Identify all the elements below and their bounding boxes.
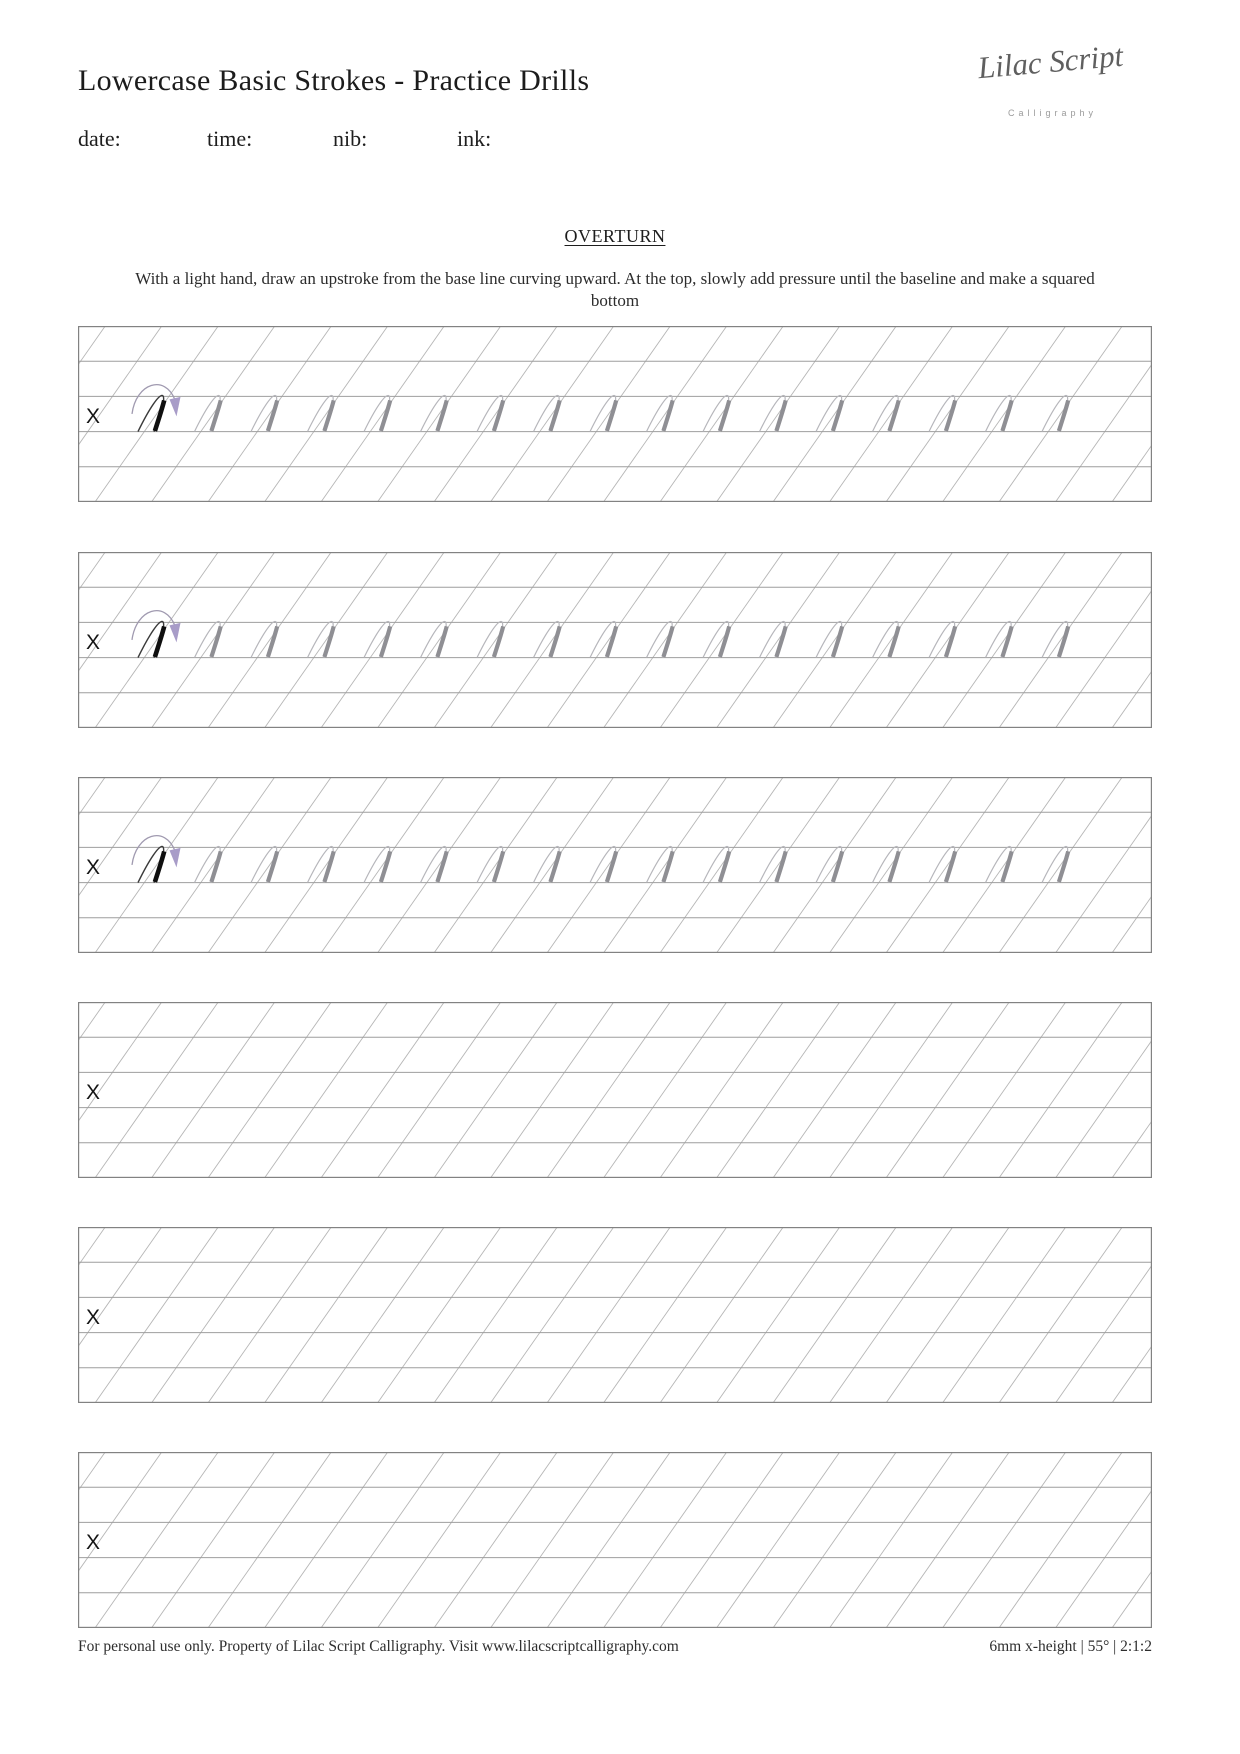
slant-guide-line — [208, 1452, 331, 1628]
overturn-example — [308, 395, 334, 431]
slant-guide-line — [208, 1227, 331, 1403]
overturn-example — [534, 621, 560, 657]
instructions-line-1: With a light hand, draw an upstroke from the base line curving upward. At the top, slowly add pressure until the baseline and make a squared — [135, 269, 1095, 288]
slant-guide-line — [152, 1002, 275, 1178]
slant-guide-line — [886, 1452, 1009, 1628]
slant-guide-line — [434, 1452, 557, 1628]
slant-guide-line — [943, 1002, 1066, 1178]
slant-guide-line — [660, 326, 783, 502]
slant-guide-line — [434, 552, 557, 728]
slant-guide-line — [773, 1002, 896, 1178]
slant-guide-line — [434, 777, 557, 953]
overturn-example — [760, 846, 786, 882]
practice-grid-2 — [78, 552, 1152, 728]
slant-guide-line — [491, 552, 614, 728]
overturn-example — [251, 846, 277, 882]
slant-guide-line — [208, 552, 331, 728]
slant-guide-line — [886, 1227, 1009, 1403]
slant-guide-line — [943, 777, 1066, 953]
x-height-marker: X — [86, 1081, 101, 1105]
slant-guide-line — [999, 1227, 1122, 1403]
overturn-example — [986, 846, 1012, 882]
slant-guide-line — [547, 552, 670, 728]
slant-guide-line — [321, 1002, 444, 1178]
overturn-example — [590, 846, 616, 882]
slant-guide-line — [434, 1002, 557, 1178]
slant-guide-line — [491, 326, 614, 502]
overturn-example — [873, 846, 899, 882]
slant-guide-line — [208, 1002, 331, 1178]
overturn-example — [308, 846, 334, 882]
slant-guide-line — [95, 1002, 218, 1178]
overturn-example — [534, 395, 560, 431]
slant-guide-line — [717, 552, 840, 728]
slant-guide-line — [265, 326, 388, 502]
overturn-example — [703, 621, 729, 657]
slant-guide-line — [547, 777, 670, 953]
slant-guide-line — [999, 777, 1122, 953]
x-height-marker: X — [86, 1531, 101, 1555]
slant-guide-line — [886, 326, 1009, 502]
stroke-direction-arrow — [132, 836, 175, 865]
overturn-example — [364, 846, 390, 882]
slant-guide-line — [321, 777, 444, 953]
overturn-example — [929, 846, 955, 882]
slant-guide-line — [773, 1452, 896, 1628]
slant-guide-line — [378, 1002, 501, 1178]
overturn-example — [873, 395, 899, 431]
overturn-example — [1042, 621, 1068, 657]
footer-usage-note: For personal use only. Property of Lilac Script Calligraphy. Visit www.lilacscriptcalligraphy.com — [78, 1638, 679, 1655]
slant-guide-line — [321, 1227, 444, 1403]
slant-guide-line — [1112, 777, 1152, 953]
slant-guide-line — [434, 326, 557, 502]
section-heading-overturn: OVERTURN — [564, 226, 666, 246]
time-field-label: time: — [207, 126, 253, 151]
overturn-example — [647, 395, 673, 431]
slant-guide-line — [999, 1002, 1122, 1178]
overturn-example — [986, 395, 1012, 431]
slant-guide-line — [321, 552, 444, 728]
slant-guide-line — [265, 1002, 388, 1178]
slant-guide-line — [717, 1452, 840, 1628]
overturn-example — [703, 846, 729, 882]
slant-guide-line — [660, 777, 783, 953]
slant-guide-line — [604, 326, 727, 502]
slant-guide-line — [717, 777, 840, 953]
practice-grid-4 — [78, 1002, 1152, 1178]
overturn-example — [1042, 395, 1068, 431]
overturn-example — [364, 395, 390, 431]
slant-guide-line — [773, 326, 896, 502]
slant-guide-line — [1112, 1002, 1152, 1178]
slant-guide-line — [604, 1452, 727, 1628]
slant-guide-line — [378, 1452, 501, 1628]
stroke-direction-arrowhead — [170, 397, 181, 417]
nib-field-label: nib: — [333, 126, 368, 151]
slant-guide-line — [943, 552, 1066, 728]
slant-guide-line — [95, 552, 218, 728]
overturn-example — [986, 621, 1012, 657]
x-height-marker: X — [86, 1306, 101, 1330]
slant-guide-line — [265, 552, 388, 728]
slant-guide-line — [152, 1227, 275, 1403]
slant-guide-line — [886, 1002, 1009, 1178]
slant-guide-line — [378, 326, 501, 502]
slant-guide-line — [660, 1452, 783, 1628]
overturn-example — [421, 621, 447, 657]
slant-guide-line — [717, 326, 840, 502]
slant-guide-line — [1112, 1452, 1152, 1628]
overturn-example — [816, 621, 842, 657]
slant-guide-line — [321, 326, 444, 502]
x-height-marker: X — [86, 631, 101, 655]
slant-guide-line — [830, 326, 953, 502]
slant-guide-line — [265, 1227, 388, 1403]
slant-guide-line — [604, 1002, 727, 1178]
slant-guide-line — [378, 1227, 501, 1403]
slant-guide-line — [547, 1227, 670, 1403]
practice-grid-6 — [78, 1452, 1152, 1628]
practice-grid-1 — [78, 326, 1152, 502]
overturn-example — [251, 395, 277, 431]
slant-guide-line — [208, 326, 331, 502]
slant-guide-line — [604, 552, 727, 728]
slant-guide-line — [321, 1452, 444, 1628]
practice-grid-3 — [78, 777, 1152, 953]
slant-guide-line — [152, 552, 275, 728]
footer-guide-specs: 6mm x-height | 55° | 2:1:2 — [989, 1638, 1152, 1655]
slant-guide-line — [1112, 552, 1152, 728]
overturn-example-model — [132, 385, 181, 432]
practice-grid-5 — [78, 1227, 1152, 1403]
instructions-line-2: bottom — [590, 291, 640, 310]
slant-guide-line — [95, 326, 218, 502]
slant-guide-line — [773, 1227, 896, 1403]
slant-guide-line — [265, 777, 388, 953]
stroke-direction-arrow — [132, 385, 175, 414]
overturn-example — [873, 621, 899, 657]
overturn-example — [703, 395, 729, 431]
overturn-example — [534, 846, 560, 882]
slant-guide-line — [604, 1227, 727, 1403]
slant-guide-line — [1112, 326, 1152, 502]
slant-guide-line — [1112, 1227, 1152, 1403]
slant-guide-line — [604, 777, 727, 953]
slant-guide-line — [886, 552, 1009, 728]
slant-guide-line — [999, 326, 1122, 502]
slant-guide-line — [378, 777, 501, 953]
slant-guide-line — [717, 1002, 840, 1178]
slant-guide-line — [547, 326, 670, 502]
slant-guide-line — [265, 1452, 388, 1628]
overturn-example — [477, 846, 503, 882]
slant-guide-line — [152, 1452, 275, 1628]
slant-guide-line — [830, 1002, 953, 1178]
slant-guide-line — [886, 777, 1009, 953]
overturn-example — [816, 846, 842, 882]
brand-logo-subtitle: Calligraphy — [1007, 108, 1098, 118]
overturn-example-model — [132, 836, 181, 883]
overturn-example — [816, 395, 842, 431]
slant-guide-line — [378, 552, 501, 728]
slant-guide-line — [660, 1002, 783, 1178]
ink-field-label: ink: — [457, 126, 492, 151]
slant-guide-line — [491, 1227, 614, 1403]
stroke-direction-arrowhead — [170, 848, 181, 868]
slant-guide-line — [943, 1227, 1066, 1403]
brand-logo-script: Lilac Script — [976, 37, 1125, 86]
overturn-example — [195, 621, 221, 657]
slant-guide-line — [999, 552, 1122, 728]
slant-guide-line — [660, 1227, 783, 1403]
overturn-example — [590, 621, 616, 657]
overturn-example — [929, 621, 955, 657]
slant-guide-line — [152, 777, 275, 953]
overturn-example — [195, 846, 221, 882]
slant-guide-line — [999, 1452, 1122, 1628]
slant-guide-line — [773, 552, 896, 728]
slant-guide-line — [660, 552, 783, 728]
stroke-direction-arrowhead — [170, 623, 181, 643]
slant-guide-line — [208, 777, 331, 953]
date-field-label: date: — [78, 126, 121, 151]
overturn-example — [251, 621, 277, 657]
overturn-example — [760, 621, 786, 657]
slant-guide-line — [773, 777, 896, 953]
slant-guide-line — [95, 1452, 218, 1628]
slant-guide-line — [491, 777, 614, 953]
page-title: Lowercase Basic Strokes - Practice Drills — [78, 64, 590, 97]
slant-guide-line — [95, 1227, 218, 1403]
overturn-example — [477, 395, 503, 431]
slant-guide-line — [830, 1227, 953, 1403]
slant-guide-line — [830, 552, 953, 728]
overturn-example — [590, 395, 616, 431]
overturn-example — [477, 621, 503, 657]
slant-guide-line — [152, 326, 275, 502]
stroke-direction-arrow — [132, 611, 175, 640]
overturn-example — [760, 395, 786, 431]
overturn-example — [647, 846, 673, 882]
slant-guide-line — [547, 1002, 670, 1178]
overturn-example-model — [132, 611, 181, 658]
overturn-example — [421, 846, 447, 882]
slant-guide-line — [943, 326, 1066, 502]
slant-guide-line — [434, 1227, 557, 1403]
overturn-example — [647, 621, 673, 657]
slant-guide-line — [943, 1452, 1066, 1628]
slant-guide-line — [95, 777, 218, 953]
x-height-marker: X — [86, 405, 101, 429]
overturn-example — [929, 395, 955, 431]
slant-guide-line — [547, 1452, 670, 1628]
slant-guide-line — [830, 777, 953, 953]
overturn-example — [308, 621, 334, 657]
overturn-example — [195, 395, 221, 431]
slant-guide-line — [491, 1002, 614, 1178]
slant-guide-line — [717, 1227, 840, 1403]
x-height-marker: X — [86, 856, 101, 880]
slant-guide-line — [491, 1452, 614, 1628]
overturn-example — [421, 395, 447, 431]
overturn-example — [364, 621, 390, 657]
slant-guide-line — [830, 1452, 953, 1628]
overturn-example — [1042, 846, 1068, 882]
